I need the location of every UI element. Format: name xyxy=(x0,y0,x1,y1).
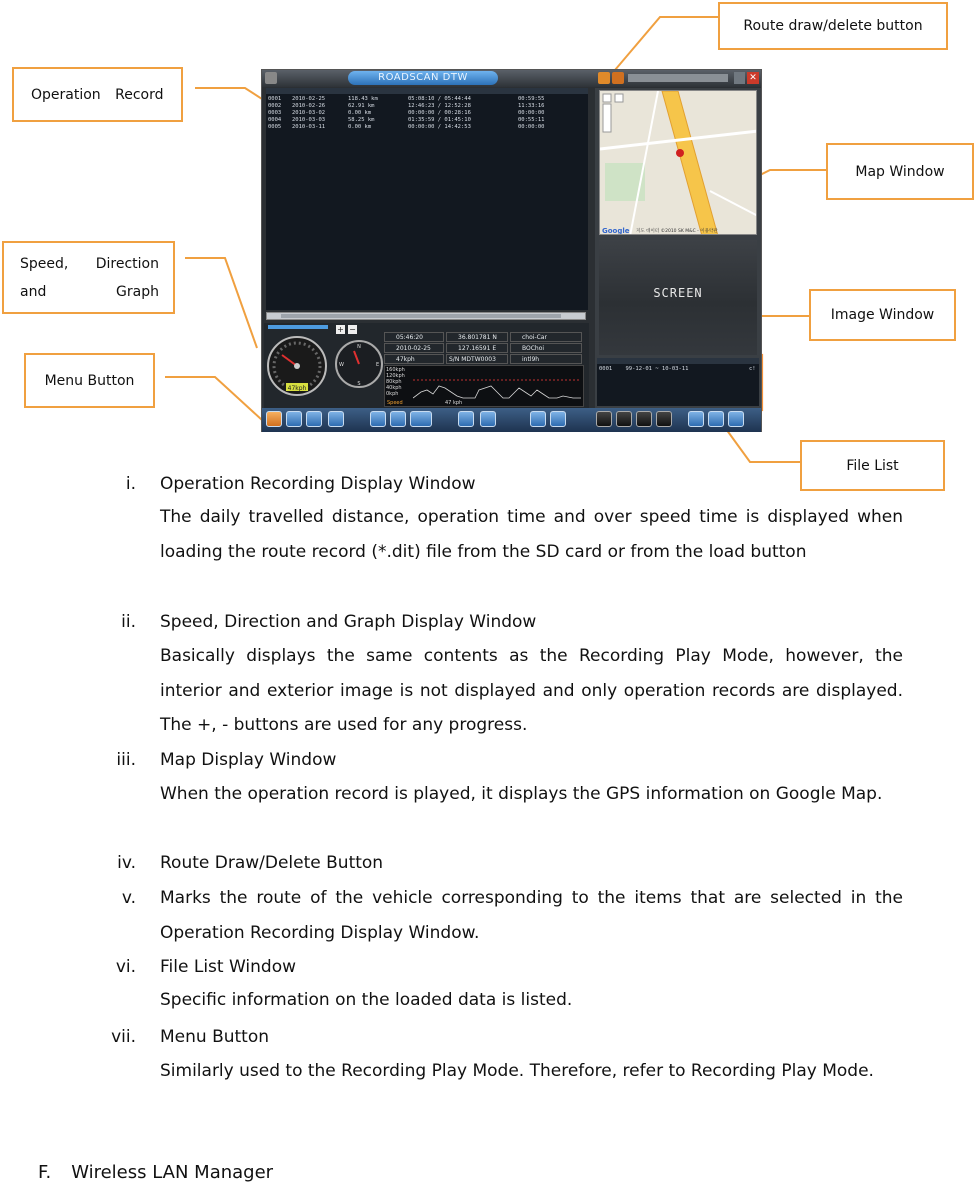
menu-list-button[interactable] xyxy=(328,411,344,427)
graph-axis-label: 0kph xyxy=(386,391,399,397)
map-graphic xyxy=(600,91,757,235)
menu-download-button[interactable] xyxy=(370,411,386,427)
record-date: 2010-03-11 xyxy=(292,124,326,130)
info-grid xyxy=(384,332,584,368)
record-dist: 62.91 km xyxy=(348,103,375,109)
roadscan-app-window xyxy=(261,69,762,432)
serial-label: S/N xyxy=(449,356,460,363)
file-list-row[interactable]: 0001 99-12-01 ~ 10-03-11 xyxy=(599,366,689,372)
image-window xyxy=(599,240,757,355)
graph-axis-label: 160kph xyxy=(386,367,405,373)
item-title: Route Draw/Delete Button xyxy=(160,853,384,873)
item-description: Specific information on the loaded data is listed. xyxy=(160,990,573,1010)
menu-search-button[interactable] xyxy=(286,411,302,427)
callout-text: Route draw/delete button xyxy=(743,18,923,34)
record-dist: 58.25 km xyxy=(348,117,375,123)
info-car: choi-Car xyxy=(510,332,582,342)
record-date: 2010-03-03 xyxy=(292,117,326,123)
svg-text:E: E xyxy=(376,362,380,368)
info-extra: intl9h xyxy=(510,354,582,364)
item-number: i. xyxy=(125,474,136,494)
callout-file-list xyxy=(800,440,945,491)
title-bar xyxy=(262,70,761,87)
map-window[interactable] xyxy=(599,90,757,235)
footer-letter: F. xyxy=(38,1162,52,1183)
record-time: 05:08:10 / 05:44:44 xyxy=(408,96,471,102)
play-button[interactable] xyxy=(616,411,632,427)
svg-text:N: N xyxy=(357,344,361,350)
gauge-readout: 47kph xyxy=(287,385,307,392)
menu-eject-button[interactable] xyxy=(306,411,322,427)
record-id: 0001 xyxy=(268,96,282,102)
scroll-thumb[interactable] xyxy=(281,314,561,318)
item-title: Speed, Direction and Graph Display Window xyxy=(160,612,537,632)
menu-route-button[interactable] xyxy=(266,411,282,427)
callout-text: Image Window xyxy=(830,307,935,323)
record-dist: 0.00 km xyxy=(348,124,372,130)
menu-gps-button[interactable] xyxy=(458,411,474,427)
menu-calendar-button[interactable] xyxy=(688,411,704,427)
route-draw-icon[interactable] xyxy=(598,72,610,84)
graph-current-speed: 47 kph xyxy=(445,400,463,406)
callout-text: Speed, Direction and Graph xyxy=(20,255,159,300)
record-time: 01:35:59 / 01:45:10 xyxy=(408,117,471,123)
menu-toolbar xyxy=(262,408,761,432)
speedometer-gauge xyxy=(266,335,328,397)
callout-text: Map Window xyxy=(855,163,945,180)
record-over: 00:00:00 xyxy=(518,110,545,116)
screen-logo: SCREEN xyxy=(653,286,703,300)
svg-text:S: S xyxy=(357,381,361,387)
info-driver: BOChoi xyxy=(510,343,582,353)
section-footer xyxy=(38,1162,273,1183)
callout-text: Operation Record xyxy=(31,86,164,103)
info-date: 2010-02-25 xyxy=(384,343,444,353)
item-title: Operation Recording Display Window xyxy=(160,474,476,494)
item-description: When the operation record is played, it displays the GPS information on Google Map. xyxy=(160,784,883,804)
record-over: 00:55:11 xyxy=(518,117,545,123)
record-header xyxy=(266,88,588,94)
menu-wlan-button[interactable] xyxy=(410,411,432,427)
item-number: vi. xyxy=(115,957,136,977)
item-number: v. xyxy=(121,888,136,908)
record-over: 11:33:16 xyxy=(518,103,545,109)
operation-record-panel[interactable] xyxy=(266,88,588,310)
menu-chart-button[interactable] xyxy=(530,411,546,427)
callout-operation-record xyxy=(12,67,183,122)
serial-value: MDTW0003 xyxy=(461,356,496,363)
item-number: iii. xyxy=(116,750,136,770)
item-description: The daily travelled distance, operation time and over speed time is displayed when loading the route record (*.dit) file from the SD card or from the load button xyxy=(160,507,903,562)
stop-button[interactable] xyxy=(596,411,612,427)
google-logo: Google xyxy=(602,227,630,235)
record-time: 12:46:23 / 12:52:28 xyxy=(408,103,471,109)
speed-graph-plot xyxy=(413,368,581,402)
menu-clear-button[interactable] xyxy=(550,411,566,427)
app-menu-icon[interactable] xyxy=(265,72,277,84)
menu-usb-button[interactable] xyxy=(390,411,406,427)
route-status-bar xyxy=(628,74,728,82)
app-title: ROADSCAN DTW xyxy=(348,71,498,85)
record-over: 00:59:55 xyxy=(518,96,545,102)
item-number: vii. xyxy=(111,1027,136,1047)
route-delete-icon[interactable] xyxy=(612,72,624,84)
record-id: 0003 xyxy=(268,110,282,116)
record-id: 0005 xyxy=(268,124,282,130)
info-speed: 47kph xyxy=(384,354,444,364)
info-latitude: 36.801781 N xyxy=(446,332,508,342)
graph-axis-label: 80kph xyxy=(386,379,402,385)
callout-speed-direction-graph xyxy=(2,241,175,314)
minimize-icon[interactable] xyxy=(734,72,745,84)
record-id: 0004 xyxy=(268,117,282,123)
plus-button[interactable]: + xyxy=(337,325,344,334)
close-icon[interactable]: ✕ xyxy=(747,72,759,84)
menu-delete-button[interactable] xyxy=(728,411,744,427)
menu-settings-button[interactable] xyxy=(480,411,496,427)
info-longitude: 127.16591 E xyxy=(446,343,508,353)
item-title: File List Window xyxy=(160,957,296,977)
record-id: 0002 xyxy=(268,103,282,109)
record-scrollbar[interactable] xyxy=(266,312,586,320)
menu-folder-button[interactable] xyxy=(708,411,724,427)
record-date: 2010-02-25 xyxy=(292,96,326,102)
graph-axis-label: 40kph xyxy=(386,385,402,391)
item-number: ii. xyxy=(121,612,136,632)
record-dist: 118.43 km xyxy=(348,96,378,102)
record-over: 00:00:00 xyxy=(518,124,545,130)
graph-speed-label: Speed xyxy=(387,400,403,406)
info-time: 05:46:20 xyxy=(384,332,444,342)
record-dist: 0.00 km xyxy=(348,110,372,116)
next-button[interactable] xyxy=(656,411,672,427)
item-number: iv. xyxy=(117,853,136,873)
callout-image-window xyxy=(809,289,956,341)
item-title: Menu Button xyxy=(160,1027,270,1047)
vehicle-marker xyxy=(676,149,684,157)
minus-button[interactable]: − xyxy=(349,325,356,334)
graph-axis-label: 120kph xyxy=(386,373,405,379)
item-title: Marks the route of the vehicle corresponding to the items that are selected in the Operation Recording Display Window. xyxy=(160,888,903,943)
footer-title: Wireless LAN Manager xyxy=(71,1162,274,1183)
callout-route-draw-delete xyxy=(718,2,948,50)
record-date: 2010-03-02 xyxy=(292,110,326,116)
callout-map-window xyxy=(826,143,974,200)
file-list-header xyxy=(597,358,759,364)
record-time: 00:00:00 / 14:42:53 xyxy=(408,124,471,130)
progress-bar[interactable] xyxy=(268,325,328,329)
map-copyright: 지도 데이터 ©2010 SK M&C - 이용약관 xyxy=(636,229,718,234)
item-description: Similarly used to the Recording Play Mode. Therefore, refer to Recording Play Mode. xyxy=(160,1061,874,1081)
compass-gauge xyxy=(334,339,384,389)
file-list-row-end: c! xyxy=(749,366,756,372)
pause-button[interactable] xyxy=(636,411,652,427)
info-serial xyxy=(446,354,508,364)
record-date: 2010-02-26 xyxy=(292,103,326,109)
speed-graph xyxy=(384,365,584,407)
callout-menu-button xyxy=(24,353,155,408)
callout-text: Menu Button xyxy=(44,372,135,389)
file-list-window[interactable] xyxy=(597,358,759,406)
item-description: Basically displays the same contents as the Recording Play Mode, however, the interior and exterior image is not displayed and only operation records are displayed. The +, - buttons are used for any progress. xyxy=(160,646,903,735)
callout-text: File List xyxy=(846,457,899,474)
svg-text:W: W xyxy=(339,362,344,368)
item-title: Map Display Window xyxy=(160,750,337,770)
record-time: 00:00:00 / 00:28:16 xyxy=(408,110,471,116)
